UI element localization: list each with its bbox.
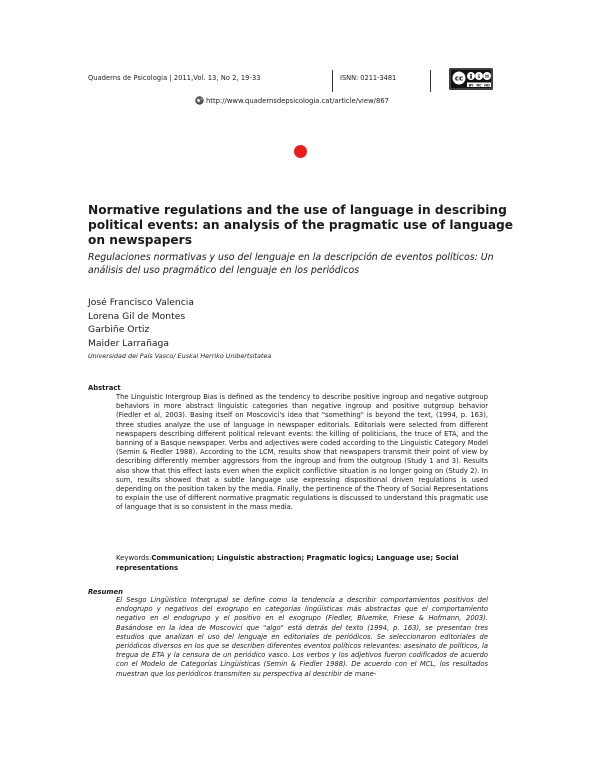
author-name: Lorena Gil de Montes — [88, 310, 186, 322]
keywords-block — [116, 554, 488, 573]
author-affiliation: Universidad del País Vasco/ Euskal Herriko Unibertsitatea — [88, 352, 272, 360]
resumen-body: El Sesgo Lingüístico Intergrupal se define como la tendencia a describir comportamientos positivos del endogrupo y negativos del exogrupo en categorías lingüísticas más abstractas que el comportamiento negativo en el endogrupo y el positivo en el exogrupo (Fiedler, Bluemke, Friese & Hofmann, 2003). Basándose en la idea de Moscovici que "algo" está detrás del texto (1994, p. 163), se presentan tres estudios que analizan el uso del lenguaje en editoriales de periódicos. Se seleccionaron editoriales de periódicos diversos en los que se describen diferentes eventos políticos relevantes: asesinato de políticos, la tregua de ETA y la censura de un periódico vasco. Los verbos y los adjetivos fueron codificados de acuerdo con el Modelo de Categorías Lingüísticas (Semin & Fiedler 1988). De acuerdo con el MCL, los resultados muestran que los periódicos transmiten su perspectiva al describir de mane- — [116, 596, 488, 678]
paper-subtitle: Regulaciones normativas y uso del lenguaje en la descripción de eventos políticos: Un análisis del uso pragmático del lenguaje en los periódicos — [88, 252, 494, 276]
creative-commons-by-nc-nd-icon[interactable] — [449, 68, 493, 90]
header-divider-right — [430, 70, 431, 92]
svg-text:NC: NC — [476, 83, 482, 88]
globe-icon — [195, 96, 204, 105]
article-url-row[interactable] — [195, 96, 389, 105]
svg-text:ND: ND — [484, 83, 490, 88]
svg-text:cc: cc — [454, 74, 464, 83]
svg-text:BY: BY — [468, 83, 474, 88]
red-marker-dot — [294, 145, 307, 158]
resumen-heading: Resumen — [88, 588, 123, 596]
journal-citation: Quaderns de Psicologia | 2011,Vol. 13, No 2, 19-33 — [88, 74, 261, 82]
issn-label: ISNN: 0211-3481 — [340, 74, 397, 82]
author-name: Maider Larrañaga — [88, 338, 169, 350]
article-url-link[interactable]: http://www.quadernsdepsicologia.cat/article/view/867 — [206, 96, 389, 105]
author-name: José Francisco Valencia — [88, 297, 194, 308]
author-name: Garbiñe Ortiz — [88, 324, 150, 336]
author-list — [88, 296, 194, 351]
svg-text:$: $ — [477, 74, 481, 80]
header-divider-left — [332, 70, 333, 92]
paper-title: Normative regulations and the use of language in describing political events: an analysis of the pragmatic use of language on newspapers — [88, 203, 514, 247]
keywords-label: Keywords: — [116, 554, 152, 562]
abstract-body: The Linguistic Intergroup Bias is defined as the tendency to describe positive ingroup and negative outgroup behaviors in more abstract linguistic categories than negative ingroup and positive outgroup behavior (Fiedler et al, 2003). Basing itself on Moscovici's idea that "something" is beyond the text, (1994, p. 163), three studies analyze the use of language in newspaper editorials. Editorials were selected from different newspapers describing different political relevant events: the killing of politicians, the truce of ETA, and the banning of a Basque newspaper. Verbs and adjectives were coded according to the Linguistic Category Model (Semin & Fiedler 1988). According to the LCM, results show that newspapers transmit their point of view by describing differently member aggressors from the ingroup and from the outgroup (Study 1 and 3). Results also show that this effect lasts even when the explicit conflictive situation is no longer going on (Study 2). In sum, results showed that a subtle language use expressing dispositional driven regulations is used depending on the position taken by the media. Finally, the pertinence of the Theory of Social Representations to explain the use of different normative pragmatic regulations is discussed to understand this pragmatic use of language that is so consistent in the mass media. — [116, 393, 488, 512]
keywords-list: Communication; Linguistic abstraction; Pragmatic logics; Language use; Social representations — [116, 554, 459, 572]
abstract-heading: Abstract — [88, 384, 121, 392]
